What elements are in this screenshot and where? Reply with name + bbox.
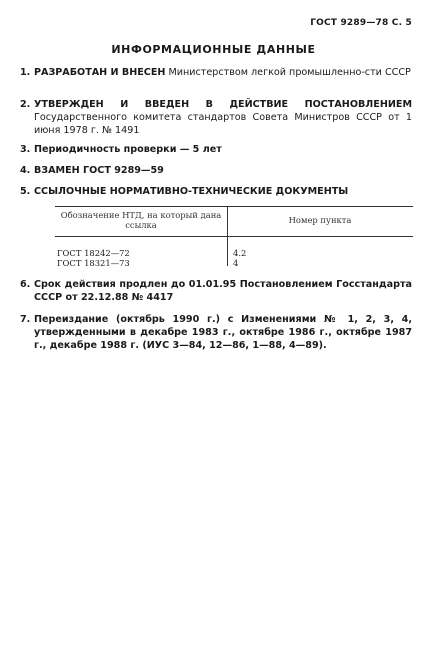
table-top-rule (55, 206, 413, 207)
table-row (55, 248, 413, 258)
item-text (34, 66, 412, 79)
item-text: ВЗАМЕН ГОСТ 9289—59 (34, 165, 164, 176)
list-item-5 (20, 185, 412, 198)
item-text (34, 98, 412, 137)
item-number: 4. (20, 165, 31, 176)
table-header-rule (55, 236, 413, 237)
table-row (55, 258, 413, 268)
item-number: 6. (20, 279, 31, 290)
list-item-1 (20, 66, 412, 79)
table-cell-document: ГОСТ 18242—72 (57, 248, 130, 258)
table-cell-clause: 4.2 (233, 248, 247, 258)
table-header-clause: Номер пункта (288, 215, 352, 225)
item-number: 7. (20, 314, 31, 325)
page-header: ГОСТ 9289—78 С. 5 (310, 18, 412, 28)
item-rest: Государственного комитета стандартов Совета Министров СССР от 1 июня 1978 г. № 1491 (34, 112, 412, 136)
list-item-4 (20, 164, 412, 177)
list-item-7 (20, 313, 412, 352)
item-text: Периодичность проверки — 5 лет (34, 144, 222, 155)
item-lead: РАЗРАБОТАН И ВНЕСЕН (34, 67, 166, 78)
list-item-2 (20, 98, 412, 137)
item-number: 1. (20, 67, 31, 78)
item-number: 3. (20, 144, 31, 155)
item-text: ССЫЛОЧНЫЕ НОРМАТИВНО-ТЕХНИЧЕСКИЕ ДОКУМЕНТЫ (34, 186, 349, 197)
list-item-6 (20, 278, 412, 304)
item-number: 5. (20, 186, 31, 197)
item-lead: УТВЕРЖДЕН И ВВЕДЕН В ДЕЙСТВИЕ ПОСТАНОВЛЕНИЕМ (34, 99, 412, 110)
item-rest: Министерством легкой промышленно-сти СССР (165, 67, 411, 78)
item-text: Переиздание (октябрь 1990 г.) с Изменениями № 1, 2, 3, 4, утвержденными в декабре 1983 г., октябре 1986 г., октябре 1987 г., декабре 1988 г. (ИУС 3—84, 12—86, 1—88, 4—89). (34, 314, 412, 351)
table-cell-document: ГОСТ 18321—73 (57, 258, 130, 268)
page-title: ИНФОРМАЦИОННЫЕ ДАННЫЕ (111, 43, 316, 56)
item-number: 2. (20, 99, 31, 110)
table-header-document: Обозначение НТД, на который дана ссылка (60, 210, 222, 230)
item-text: Срок действия продлен до 01.01.95 Постановлением Госстандарта СССР от 22.12.88 № 4417 (34, 279, 412, 303)
list-item-3 (20, 143, 412, 156)
table-cell-clause: 4 (233, 258, 239, 268)
